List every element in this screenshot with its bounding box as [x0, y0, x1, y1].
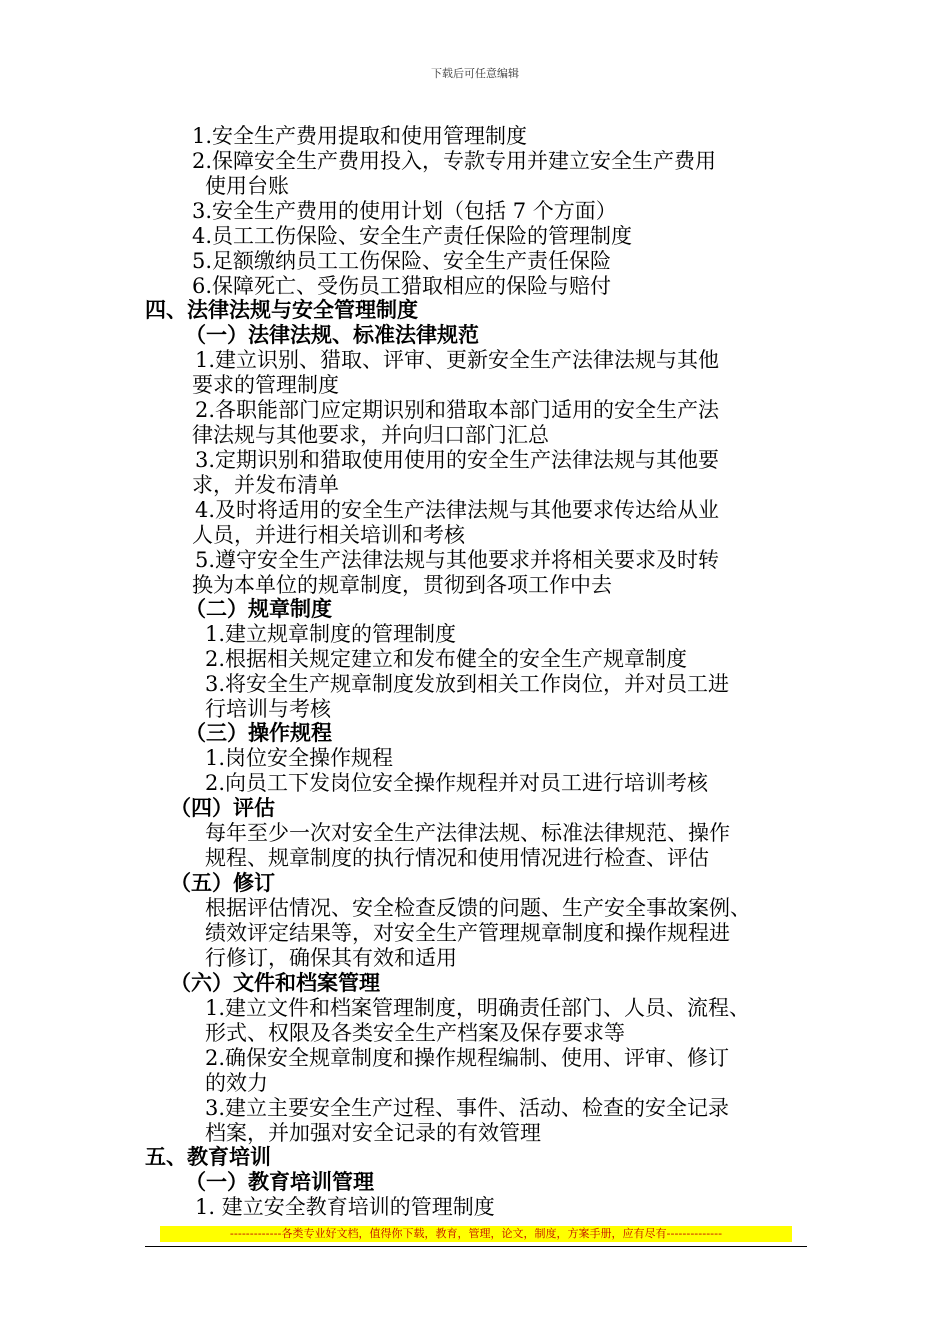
text-line: 绩效评定结果等，对安全生产管理规章制度和操作规程进	[205, 921, 730, 945]
page-header-note: 下载后可任意编辑	[431, 67, 519, 80]
text-line: 3.建立主要安全生产过程、事件、活动、检查的安全记录	[205, 1096, 730, 1120]
text-line: 律法规与其他要求，并向归口部门汇总	[192, 423, 549, 447]
text-line: 5.遵守安全生产法律法规与其他要求并将相关要求及时转	[195, 548, 720, 572]
text-line: 3.定期识别和猎取使用使用的安全生产法律法规与其他要	[195, 448, 720, 472]
text-line: 人员，并进行相关培训和考核	[192, 523, 465, 547]
text-line: 1.岗位安全操作规程	[205, 746, 394, 770]
subsection-heading: （三）操作规程	[185, 720, 332, 745]
text-line: 2.保障安全生产费用投入，专款专用并建立安全生产费用	[192, 149, 717, 173]
text-line: 每年至少一次对安全生产法律法规、标准法律规范、操作	[205, 821, 730, 845]
footer-banner: -------------各类专业好文档，值得你下载，教育，管理，论文，制度，方案手册，应有尽有--------------	[160, 1226, 792, 1242]
text-line: 1.安全生产费用提取和使用管理制度	[192, 124, 528, 148]
text-line: 3.将安全生产规章制度发放到相关工作岗位，并对员工进	[205, 672, 730, 696]
subsection-heading: （一）法律法规、标准法律规范	[185, 322, 479, 347]
text-line: 行培训与考核	[205, 697, 331, 721]
text-line: 2.确保安全规章制度和操作规程编制、使用、评审、修订	[205, 1046, 730, 1070]
footer-divider	[145, 1246, 807, 1247]
text-line: 2.各职能部门应定期识别和猎取本部门适用的安全生产法	[195, 398, 720, 422]
text-line: 行修订，确保其有效和适用	[205, 946, 457, 970]
text-line: 1. 建立安全教育培训的管理制度	[195, 1195, 495, 1219]
text-line: 要求的管理制度	[192, 373, 339, 397]
section-heading: 五、教育培训	[145, 1144, 271, 1169]
text-line: 4.及时将适用的安全生产法律法规与其他要求传达给从业	[195, 498, 720, 522]
text-line: 求，并发布清单	[192, 473, 339, 497]
text-line: 使用台账	[205, 174, 289, 198]
text-line: 根据评估情况、安全检查反馈的问题、生产安全事故案例、	[205, 896, 751, 920]
subsection-heading: （二）规章制度	[185, 596, 332, 621]
text-line: 6.保障死亡、受伤员工猎取相应的保险与赔付	[192, 274, 612, 298]
text-line: 5.足额缴纳员工工伤保险、安全生产责任保险	[192, 249, 612, 273]
text-line: 4.员工工伤保险、安全生产责任保险的管理制度	[192, 224, 633, 248]
text-line: 档案，并加强对安全记录的有效管理	[205, 1121, 541, 1145]
text-line: 1.建立规章制度的管理制度	[205, 622, 457, 646]
section-heading: 四、法律法规与安全管理制度	[145, 297, 418, 322]
text-line: 2.根据相关规定建立和发布健全的安全生产规章制度	[205, 647, 688, 671]
subsection-heading: （六）文件和档案管理	[170, 970, 380, 995]
text-line: 形式、权限及各类安全生产档案及保存要求等	[205, 1021, 625, 1045]
text-line: 2.向员工下发岗位安全操作规程并对员工进行培训考核	[205, 771, 709, 795]
subsection-heading: （四）评估	[170, 795, 275, 820]
subsection-heading: （五）修订	[170, 870, 275, 895]
text-line: 换为本单位的规章制度，贯彻到各项工作中去	[192, 573, 612, 597]
text-line: 1.建立识别、猎取、评审、更新安全生产法律法规与其他	[195, 348, 720, 372]
text-line: 3.安全生产费用的使用计划（包括 7 个方面）	[192, 199, 617, 223]
text-line: 的效力	[205, 1071, 268, 1095]
text-line: 规程、规章制度的执行情况和使用情况进行检查、评估	[205, 846, 709, 870]
subsection-heading: （一）教育培训管理	[185, 1169, 374, 1194]
text-line: 1.建立文件和档案管理制度，明确责任部门、人员、流程、	[205, 996, 751, 1020]
